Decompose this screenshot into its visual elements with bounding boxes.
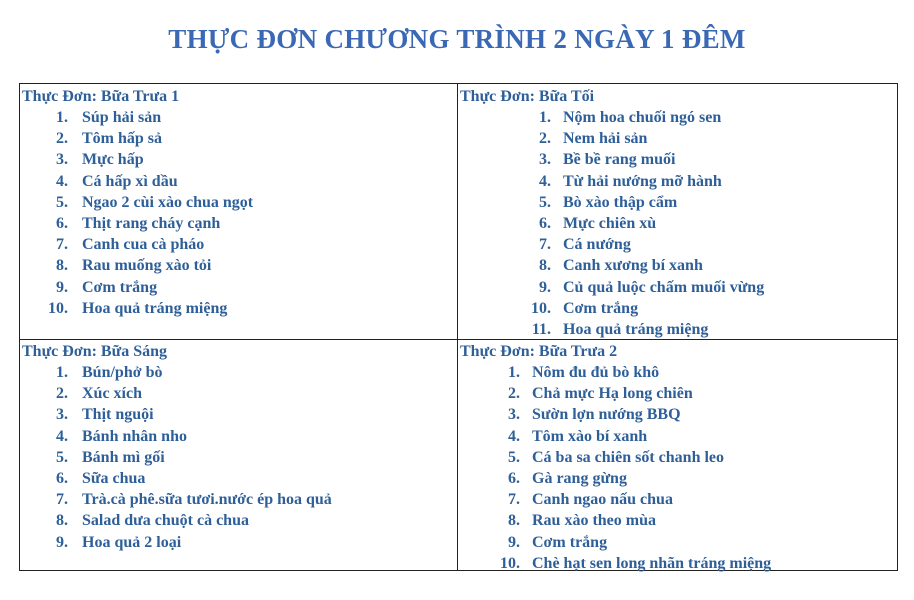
menu-item bbox=[460, 234, 764, 255]
menu-item-number: 11. bbox=[531, 321, 551, 339]
menu-list bbox=[460, 362, 771, 574]
menu-item bbox=[460, 319, 764, 340]
menu-item-number: 6. bbox=[56, 215, 68, 233]
menu-item-number: 2. bbox=[508, 385, 520, 403]
menu-item-number: 9. bbox=[56, 533, 68, 551]
menu-item bbox=[22, 107, 253, 128]
menu-item-text: Sườn lợn nướng BBQ bbox=[532, 406, 681, 424]
menu-item-number: 6. bbox=[539, 215, 551, 233]
menu-item-text: Thịt rang cháy cạnh bbox=[82, 215, 221, 233]
menu-item bbox=[22, 532, 332, 553]
menu-item-number: 2. bbox=[539, 130, 551, 148]
menu-heading: Thực Đơn: Bữa Trưa 1 bbox=[22, 88, 180, 105]
menu-item-text: Bánh nhân nho bbox=[82, 427, 187, 445]
menu-item-text: Mực hấp bbox=[82, 151, 144, 169]
menu-item-number: 4. bbox=[539, 172, 551, 190]
menu-item-text: Ngao 2 cùi xào chua ngọt bbox=[82, 193, 254, 211]
menu-item-text: Nôm đu đủ bò khô bbox=[532, 364, 660, 381]
menu-item-number: 4. bbox=[56, 172, 68, 190]
menu-item-number: 5. bbox=[508, 448, 520, 466]
menu-item bbox=[460, 362, 771, 383]
menu-item-number: 8. bbox=[56, 257, 68, 275]
table-divider-vertical bbox=[457, 84, 458, 570]
menu-item-number: 1. bbox=[539, 109, 551, 126]
menu-item-text: Canh xương bí xanh bbox=[563, 257, 703, 275]
menu-item bbox=[460, 553, 771, 574]
menu-item-text: Bò xào thập cẩm bbox=[563, 193, 678, 211]
table-divider-horizontal bbox=[20, 339, 897, 340]
menu-item-number: 7. bbox=[56, 491, 68, 509]
menu-item-number: 6. bbox=[56, 470, 68, 488]
menu-item bbox=[22, 298, 253, 319]
menu-item-text: Xúc xích bbox=[82, 385, 142, 403]
menu-item-text: Cơm trắng bbox=[563, 299, 639, 317]
menu-item-text: Củ quả luộc chấm muối vừng bbox=[563, 278, 765, 296]
menu-item-number: 1. bbox=[56, 109, 68, 126]
menu-item-text: Nộm hoa chuối ngó sen bbox=[563, 109, 722, 126]
menu-item bbox=[22, 213, 253, 234]
menu-item-number: 9. bbox=[539, 278, 551, 296]
menu-list bbox=[22, 362, 332, 553]
menu-item-text: Hoa quả 2 loại bbox=[82, 533, 182, 551]
menu-item bbox=[460, 149, 764, 170]
menu-item-number: 3. bbox=[56, 406, 68, 424]
menu-item bbox=[460, 171, 764, 192]
menu-list bbox=[22, 107, 253, 319]
menu-item-text: Trà.cà phê.sữa tươi.nước ép hoa quả bbox=[82, 491, 332, 509]
menu-item bbox=[460, 532, 771, 553]
menu-item bbox=[460, 468, 771, 489]
menu-item bbox=[22, 426, 332, 447]
menu-item-number: 2. bbox=[56, 130, 68, 148]
menu-item bbox=[460, 510, 771, 531]
menu-item bbox=[460, 383, 771, 404]
menu-cell-breakfast bbox=[22, 341, 332, 553]
menu-item-text: Bún/phở bò bbox=[82, 364, 163, 381]
menu-item-number: 10. bbox=[48, 299, 68, 317]
menu-item-text: Chả mực Hạ long chiên bbox=[532, 385, 693, 403]
menu-item bbox=[22, 447, 332, 468]
menu-cell-dinner bbox=[460, 86, 764, 340]
menu-item-text: Canh ngao nấu chua bbox=[532, 491, 673, 509]
menu-item bbox=[22, 383, 332, 404]
menu-item-text: Mực chiên xù bbox=[563, 215, 657, 233]
menu-cell-lunch-2 bbox=[460, 341, 771, 574]
menu-item-number: 10. bbox=[531, 299, 551, 317]
menu-item-number: 6. bbox=[508, 470, 520, 488]
menu-item-text: Thịt nguội bbox=[82, 406, 154, 424]
menu-item bbox=[460, 255, 764, 276]
menu-item-number: 3. bbox=[56, 151, 68, 169]
menu-item-number: 8. bbox=[539, 257, 551, 275]
menu-item bbox=[22, 489, 332, 510]
menu-item bbox=[460, 192, 764, 213]
menu-item-text: Cơm trắng bbox=[532, 533, 608, 551]
menu-item-text: Tôm xào bí xanh bbox=[532, 427, 648, 445]
menu-item-text: Gà rang gừng bbox=[532, 470, 627, 488]
menu-item bbox=[460, 213, 764, 234]
menu-item-text: Chè hạt sen long nhãn tráng miệng bbox=[532, 554, 772, 572]
page-title: THỰC ĐƠN CHƯƠNG TRÌNH 2 NGÀY 1 ĐÊM bbox=[168, 24, 746, 54]
menu-item-number: 8. bbox=[508, 512, 520, 530]
menu-item-text: Bánh mì gối bbox=[82, 448, 165, 466]
menu-item-text: Sữa chua bbox=[82, 470, 146, 488]
menu-item bbox=[460, 404, 771, 425]
menu-item-number: 7. bbox=[539, 236, 551, 254]
menu-list bbox=[460, 107, 764, 340]
menu-item bbox=[460, 107, 764, 128]
menu-item-text: Bề bề rang muối bbox=[563, 151, 676, 169]
menu-item-number: 3. bbox=[508, 406, 520, 424]
menu-item-number: 5. bbox=[539, 193, 551, 211]
menu-item bbox=[22, 128, 253, 149]
menu-item-text: Cá ba sa chiên sốt chanh leo bbox=[532, 448, 725, 466]
menu-heading: Thực Đơn: Bữa Trưa 2 bbox=[460, 343, 618, 360]
menu-item bbox=[460, 298, 764, 319]
menu-item-number: 5. bbox=[56, 448, 68, 466]
menu-item-text: Rau muống xào tỏi bbox=[82, 257, 212, 275]
menu-item-text: Hoa quả tráng miệng bbox=[563, 321, 709, 339]
menu-heading: Thực Đơn: Bữa Tối bbox=[460, 88, 595, 105]
menu-item bbox=[22, 255, 253, 276]
menu-item-number: 1. bbox=[508, 364, 520, 381]
menu-item-text: Canh cua cà pháo bbox=[82, 236, 205, 254]
menu-item bbox=[22, 362, 332, 383]
menu-item-text: Hoa quả tráng miệng bbox=[82, 299, 228, 317]
menu-item-text: Từ hải nướng mỡ hành bbox=[563, 172, 722, 190]
menu-item bbox=[22, 510, 332, 531]
menu-item-number: 2. bbox=[56, 385, 68, 403]
menu-item bbox=[22, 149, 253, 170]
menu-item-number: 10. bbox=[500, 554, 520, 572]
menu-item bbox=[22, 277, 253, 298]
menu-item bbox=[22, 171, 253, 192]
menu-item-text: Salad dưa chuột cà chua bbox=[82, 512, 249, 530]
menu-item-text: Cá nướng bbox=[563, 236, 631, 254]
menu-item-number: 8. bbox=[56, 512, 68, 530]
menu-item bbox=[22, 468, 332, 489]
menu-item bbox=[22, 404, 332, 425]
menu-item-text: Cơm trắng bbox=[82, 278, 158, 296]
menu-item bbox=[460, 426, 771, 447]
menu-item bbox=[460, 277, 764, 298]
menu-item-number: 5. bbox=[56, 193, 68, 211]
menu-item-number: 7. bbox=[56, 236, 68, 254]
menu-item bbox=[22, 192, 253, 213]
menu-item-text: Súp hải sản bbox=[82, 109, 162, 126]
menu-item-number: 1. bbox=[56, 364, 68, 381]
menu-item bbox=[460, 128, 764, 149]
menu-item-number: 3. bbox=[539, 151, 551, 169]
menu-item-number: 4. bbox=[508, 427, 520, 445]
menu-item-text: Cá hấp xì dầu bbox=[82, 172, 178, 190]
menu-heading: Thực Đơn: Bữa Sáng bbox=[22, 343, 167, 360]
menu-item-text: Nem hải sản bbox=[563, 130, 648, 148]
menu-item-number: 9. bbox=[56, 278, 68, 296]
menu-cell-lunch-1 bbox=[22, 86, 253, 319]
menu-item bbox=[22, 234, 253, 255]
menu-item bbox=[460, 489, 771, 510]
menu-table bbox=[19, 83, 898, 571]
menu-item-number: 7. bbox=[508, 491, 520, 509]
menu-item-text: Rau xào theo mùa bbox=[532, 512, 657, 530]
menu-item bbox=[460, 447, 771, 468]
menu-item-number: 4. bbox=[56, 427, 68, 445]
menu-item-text: Tôm hấp sả bbox=[82, 130, 163, 148]
menu-item-number: 9. bbox=[508, 533, 520, 551]
